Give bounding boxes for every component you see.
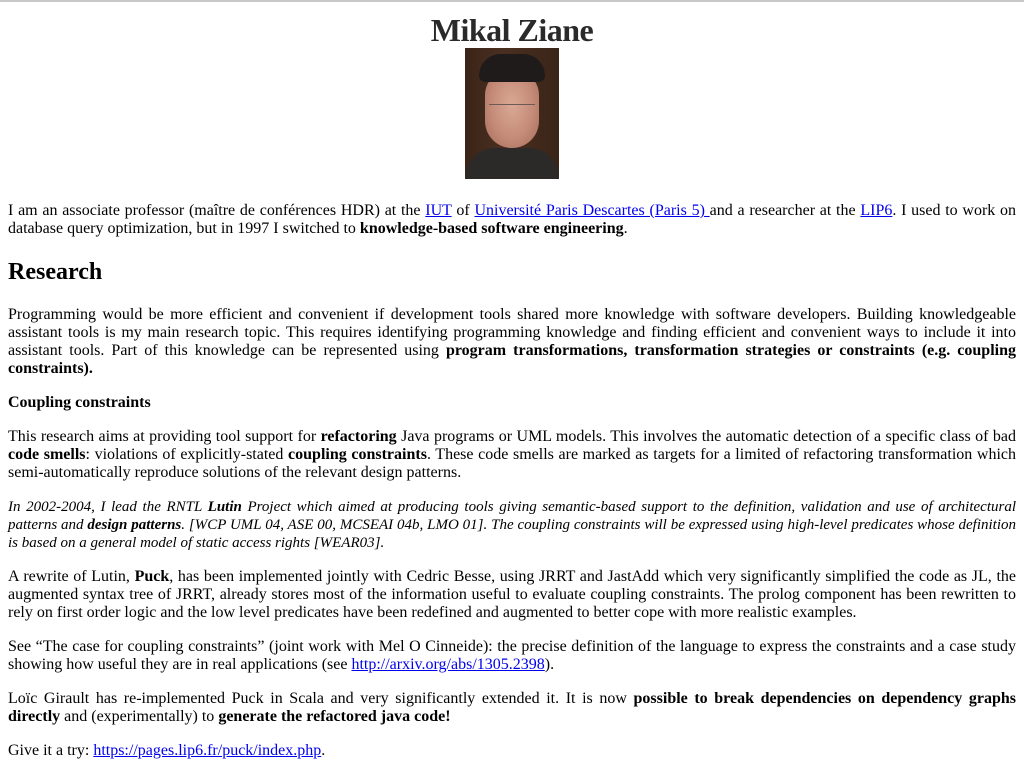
intro-text: . I used to work on database query optimization, but in 1997 I switched to — [8, 202, 1017, 237]
paragraph-text: and (experimentally) to — [60, 708, 219, 725]
paragraph-bold: generate the refactored java code! — [218, 708, 451, 725]
portrait-photo — [465, 48, 559, 179]
paragraph-bold: design patterns — [87, 517, 182, 533]
research-heading: Research — [8, 259, 103, 285]
page-title: Mikal Ziane — [430, 12, 594, 48]
portrait-hair — [479, 54, 545, 82]
paragraph-bold: Lutin — [207, 499, 242, 515]
paragraph-text: Loïc Girault has re-implemented Puck in Scala and very significantly extended it. It is now — [8, 690, 634, 707]
paragraph-bold: code smells — [8, 446, 86, 463]
paragraph-text: A rewrite of Lutin, — [8, 568, 135, 585]
puck-link[interactable]: https://pages.lip6.fr/puck/index.php — [93, 742, 322, 759]
paragraph-text: . — [321, 742, 326, 759]
portrait-body — [465, 148, 559, 179]
paragraph-text: This research aims at providing tool support for — [8, 428, 321, 445]
paragraph-text: ). — [544, 656, 555, 673]
lip6-link[interactable]: LIP6 — [860, 202, 893, 219]
portrait-container — [8, 48, 1016, 179]
paragraph-text: , has been implemented jointly with Cedric Besse, using JRRT and JastAdd which very significantly simplified the code as JL, the augmented syntax tree of JRRT, already stores most of the information useful to evaluate coupling constraints. The prolog component has been rewritten to rely on first order logic and the low level predicates have been redefined and augmented to better cope with more realistic examples. — [8, 568, 1016, 621]
portrait-glasses — [489, 104, 535, 117]
coupling-constraints-heading: Coupling constraints — [8, 394, 151, 411]
paragraph-bold: refactoring — [320, 428, 397, 445]
page-content — [0, 12, 1024, 760]
paragraph-text: . [WCP UML 04, ASE 00, MCSEAI 04b, LMO 01]. The coupling constraints will be expressed using high-level predicates whose definition is based on a general model of static access rights [WEAR03]. — [8, 517, 1016, 551]
paragraph-bold: program transformations, transformation strategies or constraints (e.g. coupling constraints). — [8, 342, 1016, 377]
intro-text: of — [451, 202, 475, 219]
paragraph-text: Give it a try: — [8, 742, 94, 759]
iut-link[interactable]: IUT — [425, 202, 452, 219]
research-paragraph-4 — [8, 568, 1016, 622]
intro-text: I am an associate professor (maître de conférences HDR) at the — [8, 202, 426, 219]
paragraph-text: . These code smells are marked as targets for a limited of refactoring transformation which semi-automatically reproduce solutions of the relevant design patterns. — [8, 446, 1016, 481]
intro-paragraph — [8, 202, 1016, 238]
university-link[interactable]: Université Paris Descartes (Paris 5) — [474, 202, 710, 219]
paragraph-bold: coupling constraints — [288, 446, 427, 463]
paragraph-text: In 2002-2004, I lead the RNTL — [8, 499, 208, 515]
intro-bold: knowledge-based software engineering — [359, 220, 624, 237]
research-paragraph-1 — [8, 306, 1016, 378]
research-paragraph-5 — [8, 638, 1016, 674]
paragraph-text: Programming would be more efficient and convenient if development tools shared more knowledge with software developers. Building knowledgeable assistant tools is my main research topic. This requires identifying programming knowledge and finding efficient and convenient ways to include it into assistant tools. Part of this knowledge can be represented using — [8, 306, 1016, 359]
intro-text: . — [623, 220, 628, 237]
intro-text: and a researcher at the — [709, 202, 861, 219]
arxiv-link[interactable]: http://arxiv.org/abs/1305.2398 — [351, 656, 545, 673]
paragraph-text: See “The case for coupling constraints” (joint work with Mel O Cinneide): the precise definition of the language to express the constraints and a case study showing how useful they are in real applications (see — [8, 638, 1016, 673]
paragraph-bold: Puck — [134, 568, 170, 585]
research-paragraph-2 — [8, 428, 1016, 482]
paragraph-text: : violations of explicitly-stated — [85, 446, 289, 463]
research-paragraph-6 — [8, 690, 1016, 726]
research-paragraph-3 — [8, 498, 1016, 552]
paragraph-text: Project which aimed at producing tools giving semantic-based support to the definition, validation and use of architectural patterns and — [8, 499, 1016, 533]
paragraph-text: Java programs or UML models. This involves the automatic detection of a specific class of bad — [396, 428, 1016, 445]
paragraph-bold: possible to break dependencies on dependency graphs directly — [8, 690, 1016, 725]
research-paragraph-7 — [8, 742, 1016, 760]
